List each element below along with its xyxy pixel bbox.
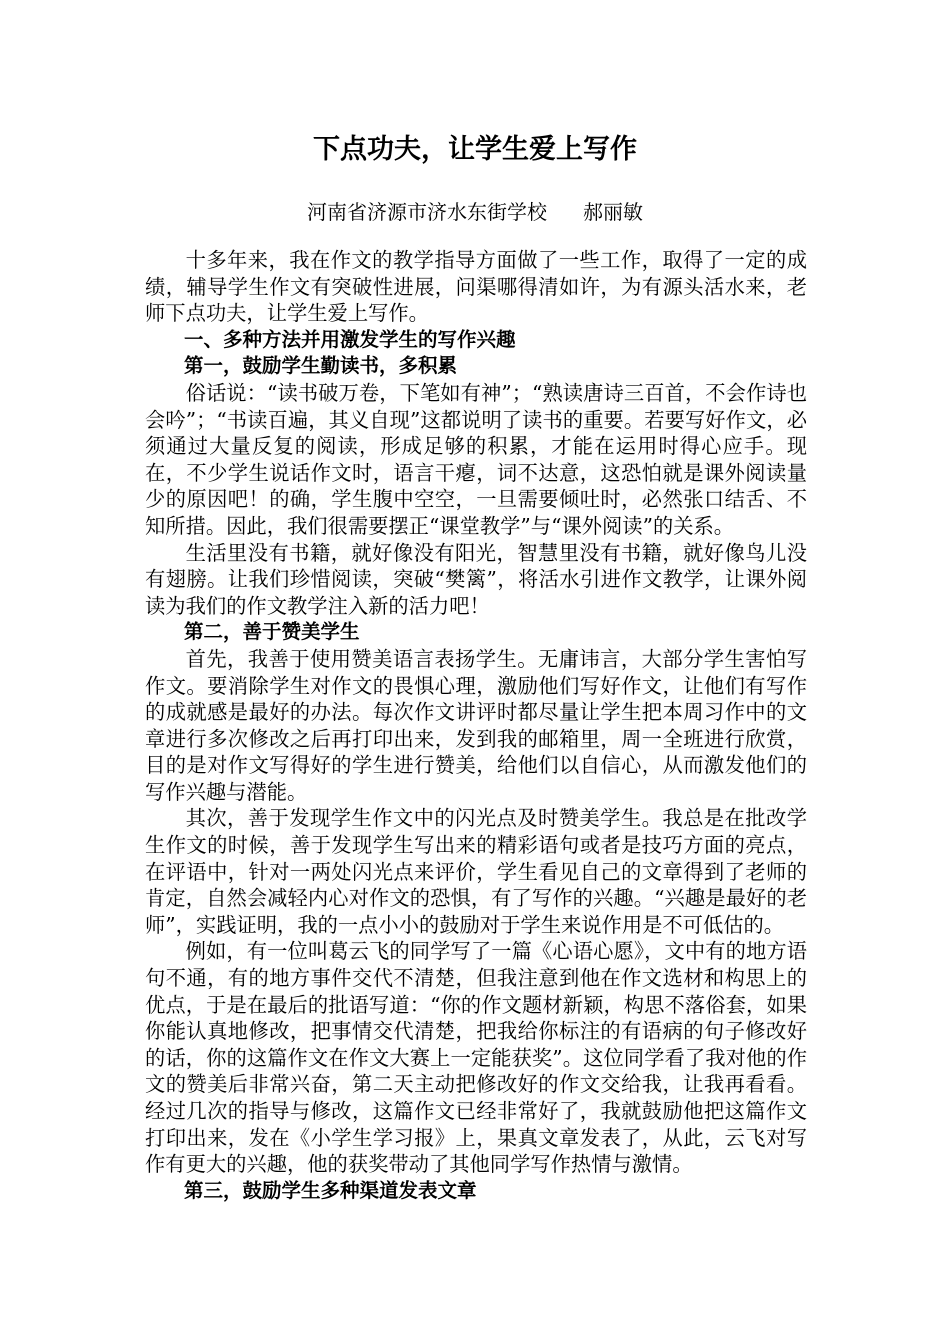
body-paragraph: 十多年来，我在作文的教学指导方面做了一些工作，取得了一定的成绩，辅导学生作文有突破性进展，问渠哪得清如许，为有源头活水来，老师下点功夫，让学生爱上写作。 <box>145 248 807 326</box>
author-name: 郝丽敏 <box>583 200 643 224</box>
body-paragraph: 其次，善于发现学生作文中的闪光点及时赞美学生。我总是在批改学生作文的时候，善于发现学生写出来的精彩语句或者是技巧方面的亮点，在评语中，针对一两处闪光点来评价，学生看见自己的文章得到了老师的肯定，自然会减轻内心对作文的恐惧，有了写作的兴趣。“兴趣是最好的老师”，实践证明，我的一点小小的鼓励对于学生来说作用是不可低估的。 <box>145 806 807 937</box>
body-paragraph: 例如，有一位叫葛云飞的同学写了一篇《心语心愿》，文中有的地方语句不通，有的地方事件交代不清楚，但我注意到他在作文选材和构思上的优点，于是在最后的批语写道：“你的作文题材新颖，构思不落俗套，如果你能认真地修改，把事情交代清楚，把我给你标注的有语病的句子修改好的话，你的这篇作文在作文大赛上一定能获奖”。这位同学看了我对他的作文的赞美后非常兴奋，第二天主动把修改好的作文交给我，让我再看看。经过几次的指导与修改，这篇作文已经非常好了，我就鼓励他把这篇作文打印出来，发在《小学生学习报》上，果真文章发表了，从此，云飞对写作有更大的兴趣，他的获奖带动了其他同学写作热情与激情。 <box>145 939 807 1177</box>
author-byline <box>0 197 950 227</box>
author-school: 河南省济源市济水东街学校 <box>307 200 547 224</box>
section-heading: 一、多种方法并用激发学生的写作兴趣 <box>184 327 516 351</box>
section-heading: 第一，鼓励学生勤读书，多积累 <box>184 354 458 378</box>
section-heading: 第三，鼓励学生多种渠道发表文章 <box>184 1178 477 1202</box>
body-paragraph: 俗话说：“读书破万卷，下笔如有神”；“熟读唐诗三百首，不会作诗也会吟”；“书读百遍，其义自现”这都说明了读书的重要。若要写好作文，必须通过大量反复的阅读，形成足够的积累，才能在运用时得心应手。现在，不少学生说话作文时，语言干瘪，词不达意，这恐怕就是课外阅读量少的原因吧！的确，学生腹中空空，一旦需要倾吐时，必然张口结舌、不知所措。因此，我们很需要摆正“课堂教学”与“课外阅读”的关系。 <box>145 380 807 538</box>
document-title: 下点功夫，让学生爱上写作 <box>313 134 637 165</box>
body-paragraph: 首先，我善于使用赞美语言表扬学生。无庸讳言，大部分学生害怕写作文。要消除学生对作文的畏惧心理，激励他们写好作文，让他们有写作的成就感是最好的办法。每次作文讲评时都尽量让学生把本周习作中的文章进行多次修改之后再打印出来，发到我的邮箱里，周一全班进行欣赏，目的是对作文写得好的学生进行赞美，给他们以自信心，从而激发他们的写作兴趣与潜能。 <box>145 646 807 804</box>
body-paragraph: 生活里没有书籍，就好像没有阳光，智慧里没有书籍，就好像鸟儿没有翅膀。让我们珍惜阅读，突破“樊篱”，将活水引进作文教学，让课外阅读为我们的作文教学注入新的活力吧！ <box>145 540 807 618</box>
document-body <box>145 247 807 1204</box>
section-heading: 第二，善于赞美学生 <box>184 620 360 644</box>
